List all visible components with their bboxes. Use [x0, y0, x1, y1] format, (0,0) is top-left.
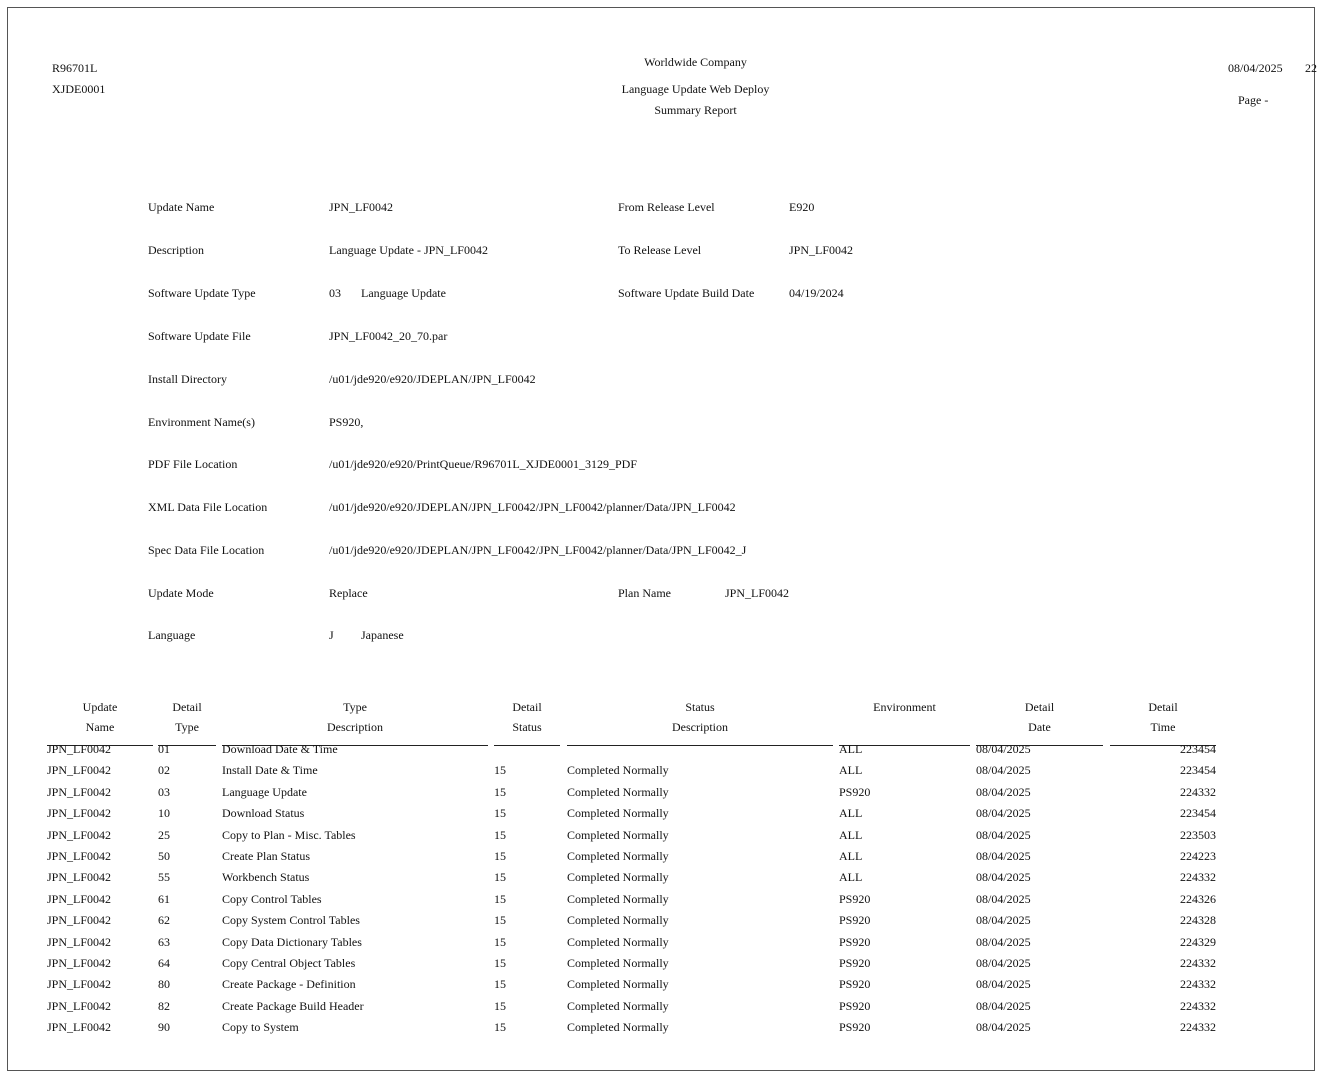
row-detail-time: 223503	[1180, 827, 1216, 842]
col-header-detail-date	[976, 697, 1103, 737]
row-update-name: JPN_LF0042	[47, 870, 112, 885]
row-detail-type: 90	[158, 1020, 170, 1035]
row-environment: PS920	[839, 784, 871, 799]
software-update-type-code: 03	[329, 286, 341, 300]
row-status-description: Completed Normally	[567, 891, 669, 906]
row-type-description: Create Package - Definition	[222, 977, 356, 992]
col-header-detail-type	[158, 697, 216, 737]
software-update-type-value: Language Update	[361, 286, 446, 300]
row-status-description: Completed Normally	[567, 763, 669, 778]
update-name-value: JPN_LF0042	[329, 200, 394, 214]
row-detail-status: 15	[494, 956, 506, 970]
header-underline	[494, 745, 560, 746]
col-header-line2: Description	[327, 720, 383, 734]
row-detail-date: 08/04/2025	[976, 891, 1031, 906]
col-header-detail-time	[1110, 697, 1216, 737]
language-code: J	[329, 628, 334, 642]
row-detail-date: 08/04/2025	[976, 934, 1031, 949]
row-detail-date: 08/04/2025	[976, 849, 1031, 863]
row-detail-date: 08/04/2025	[976, 977, 1031, 992]
row-detail-time: 223454	[1180, 742, 1216, 756]
row-detail-type: 82	[158, 998, 170, 1013]
update-name-label: Update Name	[148, 200, 215, 214]
row-status-description: Completed Normally	[567, 977, 669, 992]
row-type-description: Create Package Build Header	[222, 998, 364, 1013]
header-underline	[567, 745, 833, 746]
row-detail-status: 15	[494, 806, 506, 821]
row-status-description: Completed Normally	[567, 934, 669, 949]
language-value: Japanese	[361, 628, 404, 642]
row-environment: ALL	[839, 763, 863, 778]
col-header-line1: Environment	[873, 700, 936, 714]
row-detail-status: 15	[494, 849, 506, 863]
row-update-name: JPN_LF0042	[47, 784, 112, 799]
col-header-environment	[839, 697, 970, 717]
col-header-line1: Update	[82, 700, 118, 714]
row-detail-status: 15	[494, 1020, 506, 1035]
row-detail-status: 15	[494, 891, 506, 906]
row-detail-date: 08/04/2025	[976, 784, 1031, 799]
row-environment: PS920	[839, 913, 871, 928]
row-type-description: Download Status	[222, 806, 305, 821]
spec-data-file-location-value: /u01/jde920/e920/JDEPLAN/JPN_LF0042/JPN_LF0042/planner/Data/JPN_LF0042_J	[329, 543, 747, 557]
install-directory-label: Install Directory	[148, 372, 227, 386]
row-detail-date: 08/04/2025	[976, 827, 1031, 842]
software-update-file-label: Software Update File	[148, 329, 251, 343]
row-status-description: Completed Normally	[567, 913, 669, 928]
row-update-name: JPN_LF0042	[47, 998, 112, 1013]
environment-names-label: Environment Name(s)	[148, 415, 255, 429]
build-date-label: Software Update Build Date	[618, 286, 755, 300]
report-time: 22	[1305, 61, 1317, 75]
report-page	[7, 7, 1315, 1071]
page-label: Page -	[1238, 93, 1269, 107]
row-detail-date: 08/04/2025	[976, 870, 1031, 885]
row-environment: PS920	[839, 977, 871, 992]
row-detail-time: 224332	[1180, 784, 1216, 799]
row-type-description: Workbench Status	[222, 870, 310, 885]
row-type-description: Language Update	[222, 784, 307, 799]
from-release-level-value: E920	[789, 200, 815, 214]
row-environment: ALL	[839, 849, 863, 863]
to-release-level-label: To Release Level	[618, 243, 702, 257]
row-type-description: Copy Central Object Tables	[222, 956, 356, 970]
row-update-name: JPN_LF0042	[47, 806, 112, 821]
row-detail-date: 08/04/2025	[976, 1020, 1031, 1035]
col-header-update-name	[47, 697, 153, 737]
row-status-description: Completed Normally	[567, 784, 669, 799]
row-environment: ALL	[839, 806, 863, 821]
row-update-name: JPN_LF0042	[47, 849, 112, 863]
col-header-status-description	[567, 697, 833, 737]
row-detail-type: 62	[158, 913, 170, 928]
row-detail-time: 224329	[1180, 934, 1216, 949]
row-detail-time: 224332	[1180, 956, 1216, 970]
row-type-description: Copy to Plan - Misc. Tables	[222, 827, 356, 842]
col-header-line1: Type	[343, 700, 367, 714]
row-detail-time: 224223	[1180, 849, 1216, 863]
row-detail-date: 08/04/2025	[976, 998, 1031, 1013]
row-status-description: Completed Normally	[567, 1020, 669, 1035]
row-detail-date: 08/04/2025	[976, 742, 1031, 756]
col-header-line1: Detail	[172, 700, 202, 714]
row-update-name: JPN_LF0042	[47, 934, 112, 949]
language-label: Language	[148, 628, 196, 642]
row-type-description: Download Date & Time	[222, 742, 338, 756]
row-detail-type: 61	[158, 891, 170, 906]
row-detail-status: 15	[494, 913, 506, 928]
row-detail-type: 03	[158, 784, 170, 799]
row-update-name: JPN_LF0042	[47, 763, 112, 778]
row-status-description: Completed Normally	[567, 998, 669, 1013]
report-subtitle: Summary Report	[654, 103, 737, 117]
row-type-description: Install Date & Time	[222, 763, 318, 778]
pdf-file-location-label: PDF File Location	[148, 457, 238, 471]
row-detail-type: 64	[158, 956, 170, 970]
row-status-description: Completed Normally	[567, 827, 669, 842]
row-detail-time: 224332	[1180, 977, 1216, 992]
xml-data-file-location-label: XML Data File Location	[148, 500, 268, 514]
version-id: XJDE0001	[52, 82, 106, 96]
description-label: Description	[148, 243, 204, 257]
row-detail-status: 15	[494, 934, 506, 949]
row-update-name: JPN_LF0042	[47, 891, 112, 906]
report-date: 08/04/2025	[1228, 61, 1283, 75]
build-date-value: 04/19/2024	[789, 286, 844, 300]
row-type-description: Copy Data Dictionary Tables	[222, 934, 362, 949]
row-detail-time: 223454	[1180, 763, 1216, 778]
row-detail-date: 08/04/2025	[976, 763, 1031, 778]
col-header-line2: Description	[672, 720, 728, 734]
row-detail-type: 01	[158, 742, 170, 756]
col-header-detail-status	[494, 697, 560, 737]
row-update-name: JPN_LF0042	[47, 956, 112, 970]
row-detail-status: 15	[494, 977, 506, 992]
col-header-line1: Status	[685, 700, 715, 714]
row-detail-time: 224332	[1180, 870, 1216, 885]
row-detail-time: 224326	[1180, 891, 1216, 906]
row-detail-date: 08/04/2025	[976, 913, 1031, 928]
row-type-description: Copy System Control Tables	[222, 913, 360, 928]
row-detail-date: 08/04/2025	[976, 956, 1031, 970]
row-detail-type: 10	[158, 806, 170, 821]
row-type-description: Copy to System	[222, 1020, 299, 1035]
row-detail-type: 25	[158, 827, 170, 842]
row-detail-type: 80	[158, 977, 170, 992]
update-mode-label: Update Mode	[148, 586, 214, 600]
update-mode-value: Replace	[329, 586, 368, 600]
row-detail-date: 08/04/2025	[976, 806, 1031, 821]
col-header-line2: Name	[85, 720, 115, 734]
row-detail-status: 15	[494, 827, 506, 842]
row-type-description: Create Plan Status	[222, 849, 310, 863]
row-status-description: Completed Normally	[567, 849, 669, 863]
row-environment: ALL	[839, 742, 863, 756]
row-detail-type: 02	[158, 763, 170, 778]
to-release-level-value: JPN_LF0042	[789, 243, 854, 257]
plan-name-label: Plan Name	[618, 586, 671, 600]
report-title: Language Update Web Deploy	[621, 82, 770, 96]
row-detail-status: 15	[494, 998, 506, 1013]
row-status-description: Completed Normally	[567, 870, 669, 885]
col-header-line2: Time	[1150, 720, 1176, 734]
program-id: R96701L	[52, 61, 98, 75]
col-header-line1: Detail	[512, 700, 542, 714]
row-detail-time: 224328	[1180, 913, 1216, 928]
row-detail-status: 15	[494, 870, 506, 885]
row-update-name: JPN_LF0042	[47, 742, 112, 756]
row-environment: PS920	[839, 998, 871, 1013]
row-type-description: Copy Control Tables	[222, 891, 322, 906]
row-environment: PS920	[839, 1020, 871, 1035]
row-detail-time: 224332	[1180, 1020, 1216, 1035]
row-update-name: JPN_LF0042	[47, 977, 112, 992]
company-name: Worldwide Company	[644, 55, 747, 69]
row-status-description: Completed Normally	[567, 806, 669, 821]
col-header-line1: Detail	[1148, 700, 1178, 714]
row-detail-status: 15	[494, 763, 506, 778]
row-update-name: JPN_LF0042	[47, 827, 112, 842]
col-header-line2: Type	[175, 720, 199, 734]
row-environment: PS920	[839, 956, 871, 970]
install-directory-value: /u01/jde920/e920/JDEPLAN/JPN_LF0042	[329, 372, 536, 386]
spec-data-file-location-label: Spec Data File Location	[148, 543, 265, 557]
from-release-level-label: From Release Level	[618, 200, 715, 214]
row-detail-time: 224332	[1180, 998, 1216, 1013]
description-value: Language Update - JPN_LF0042	[329, 243, 488, 257]
col-header-type-description	[222, 697, 488, 737]
row-detail-time: 223454	[1180, 806, 1216, 821]
plan-name-value: JPN_LF0042	[725, 586, 790, 600]
row-environment: ALL	[839, 870, 863, 885]
row-update-name: JPN_LF0042	[47, 913, 112, 928]
row-environment: PS920	[839, 891, 871, 906]
xml-data-file-location-value: /u01/jde920/e920/JDEPLAN/JPN_LF0042/JPN_LF0042/planner/Data/JPN_LF0042	[329, 500, 736, 514]
row-detail-status: 15	[494, 784, 506, 799]
software-update-type-label: Software Update Type	[148, 286, 256, 300]
software-update-file-value: JPN_LF0042_20_70.par	[329, 329, 448, 343]
row-detail-type: 55	[158, 870, 170, 885]
row-detail-type: 50	[158, 849, 170, 863]
row-update-name: JPN_LF0042	[47, 1020, 112, 1035]
row-status-description: Completed Normally	[567, 956, 669, 970]
row-environment: PS920	[839, 934, 871, 949]
col-header-line2: Status	[512, 720, 542, 734]
row-environment: ALL	[839, 827, 863, 842]
pdf-file-location-value: /u01/jde920/e920/PrintQueue/R96701L_XJDE0001_3129_PDF	[329, 457, 637, 471]
environment-names-value: PS920,	[329, 415, 364, 429]
col-header-line1: Detail	[1024, 700, 1055, 714]
row-detail-type: 63	[158, 934, 170, 949]
col-header-line2: Date	[1028, 720, 1051, 734]
